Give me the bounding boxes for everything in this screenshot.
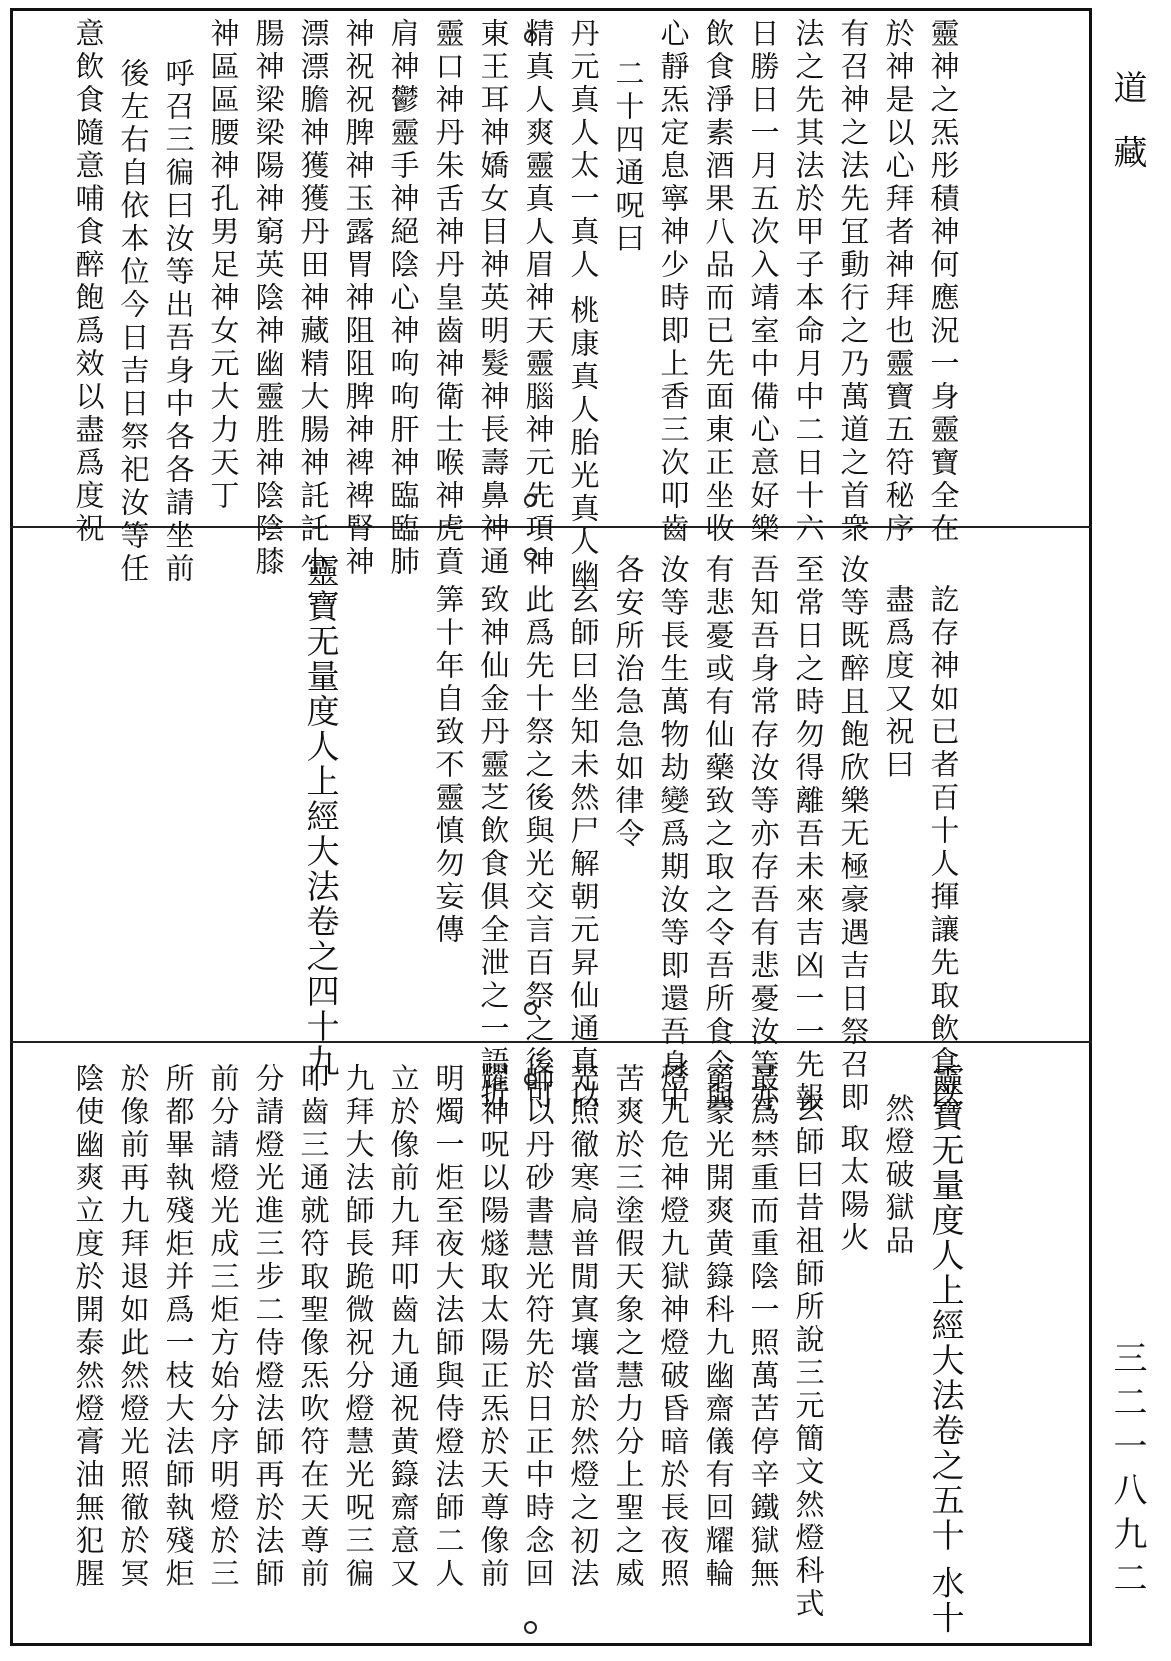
text-column: 所都畢執殘炬并爲一枝大法師執殘炬	[161, 1063, 196, 1591]
text-column: 有悲憂或有仙藥致之取之令吾所食令與	[701, 554, 736, 1115]
text-column: 東王耳神嬌女目神英明髮神長壽鼻神通	[476, 18, 511, 579]
text-column: 汝等既醉且飽欣樂无極豪遇吉日祭召即	[836, 554, 871, 1115]
text-column: 前分請燈光成三炬方始分序明燈於三	[206, 1063, 241, 1591]
text-column: 玄師曰坐知未然尸解朝元昇仙通真以	[566, 584, 601, 1112]
text-column: 訖存神如已者百十人揮讓先取飲食以	[926, 584, 961, 1112]
text-column: 九拜大法師長跪微祝分燈慧光呪三徧	[341, 1063, 376, 1591]
text-column: 盡爲度又祝曰	[881, 584, 916, 782]
text-column: 二十四通呪曰	[611, 58, 646, 256]
text-column: 師以丹砂書慧光符先於日正中時念回	[521, 1063, 556, 1591]
text-column: 神祝祝脾神玉露胃神阻阻脾神裨裨腎神	[341, 18, 376, 579]
panel-2	[10, 536, 1092, 1115]
circle-mark	[524, 30, 537, 43]
text-column: 飲食淨素酒果八品而已先面東正坐收	[701, 18, 736, 546]
text-column: 丹元真人太一真人 桃康真人胎光真人幽	[566, 18, 601, 593]
text-column: 肩神鬱靈手神絕陰心神呴呴肝神臨臨肺	[386, 18, 421, 579]
text-column: 此爲先十祭之後與光交言百祭之後可	[521, 584, 556, 1112]
text-column: 腸神梁梁陽神窮英陰神幽靈胜神陰陰膝	[251, 18, 286, 579]
text-column: 苦爽於三塗假天象之慧力分上聖之威	[611, 1063, 646, 1591]
text-column: 日勝日一月五次入靖室中備心意好樂	[746, 18, 781, 546]
text-column: 光照徹寒扃普閒寘壤當於然燈之初法	[566, 1063, 601, 1591]
text-column: 致神仙金丹靈芝飲食俱全泄之一語折	[476, 584, 511, 1112]
text-column: 至常日之時勿得離吾未來吉凶一一先報	[791, 554, 826, 1115]
text-column: 筭十年自致不靈慎勿妄傳	[431, 584, 466, 947]
text-column: 分請燈光進三步二侍燈法師再於法師	[251, 1063, 286, 1591]
text-column: 吾知吾身常存汝等亦存吾有悲憂汝等亦	[746, 554, 781, 1115]
text-column: 耀神呪以陽燧取太陽正炁於天尊像前	[476, 1063, 511, 1591]
circle-mark	[524, 1002, 537, 1015]
text-column: 燈九危神燈九獄神燈破昏暗於長夜照	[656, 1063, 691, 1591]
text-column: 立於像前九拜叩齒九通祝黄籙齋意又	[386, 1063, 421, 1591]
circle-mark	[524, 1073, 537, 1086]
text-column: 窮蒙光開爽黄籙科九幽齋儀有回耀輪	[701, 1063, 736, 1591]
text-column: 靈神之炁彤積神何應況一身靈寶全在	[926, 18, 961, 546]
text-column: 有召神之法先冝動行之乃萬道之首衆	[836, 18, 871, 546]
text-column: 於神是以心拜者神拜也靈寶五符秘序	[881, 18, 916, 546]
panel-1	[10, 18, 1092, 593]
margin-page-number: 三二一八九二	[1107, 1340, 1147, 1604]
section-heading: 取太陽火	[836, 1123, 871, 1255]
scroll-start-title: 靈寶无量度人上經大法卷之五十 水十	[926, 1063, 966, 1636]
text-column: 叩齒三通就符取聖像炁吹符在天尊前	[296, 1063, 331, 1591]
text-column: 最爲禁重而重陰一照萬苦停辛鐵獄無	[746, 1063, 781, 1591]
text-column: 精真人爽靈真人眉神天靈腦神元先項神	[521, 18, 556, 579]
circle-mark	[524, 494, 537, 507]
text-column: 靈口神丹朱舌神丹皇齒神衛士喉神虎賁	[431, 18, 466, 579]
text-column: 法之先其法於甲子本命月中二日十六	[791, 18, 826, 546]
text-column: 玄師曰昔祖師所說三元簡文然燈科式	[791, 1093, 826, 1621]
text-column: 呼召三徧曰汝等出吾身中各各請坐前	[161, 58, 196, 586]
scroll-end-title: 靈寶无量度人上經大法卷之四十九	[301, 554, 341, 1079]
margin-collection-title: 道 藏	[1107, 70, 1147, 179]
text-column: 漂漂膽神獲獲丹田神藏精大腸神託託小	[296, 18, 331, 579]
text-column: 於像前再九拜退如此然燈光照徹於冥	[116, 1063, 151, 1591]
text-column: 陰使幽爽立度於開泰然燈膏油無犯腥	[71, 1063, 106, 1591]
panel-3	[10, 1051, 1092, 1641]
text-column: 明燭一炬至夜大法師與侍燈法師二人	[431, 1063, 466, 1591]
text-column: 後左右自依本位今日吉日祭祀汝等任	[116, 58, 151, 586]
text-column: 意飲食隨意哺食醉飽爲效以盡爲度祝	[71, 18, 106, 546]
text-column: 神區區腰神孔男足神女元大力天丁	[206, 18, 241, 513]
text-column: 心靜炁定息寧神少時即上香三次叩齒	[656, 18, 691, 546]
text-column: 各安所治急急如律令	[611, 554, 646, 851]
text-column: 汝等長生萬物劫變爲期汝等即還吾身中	[656, 554, 691, 1115]
circle-mark	[524, 1621, 537, 1634]
circle-mark	[524, 548, 537, 561]
chapter-heading: 然燈破獄品	[881, 1093, 916, 1258]
